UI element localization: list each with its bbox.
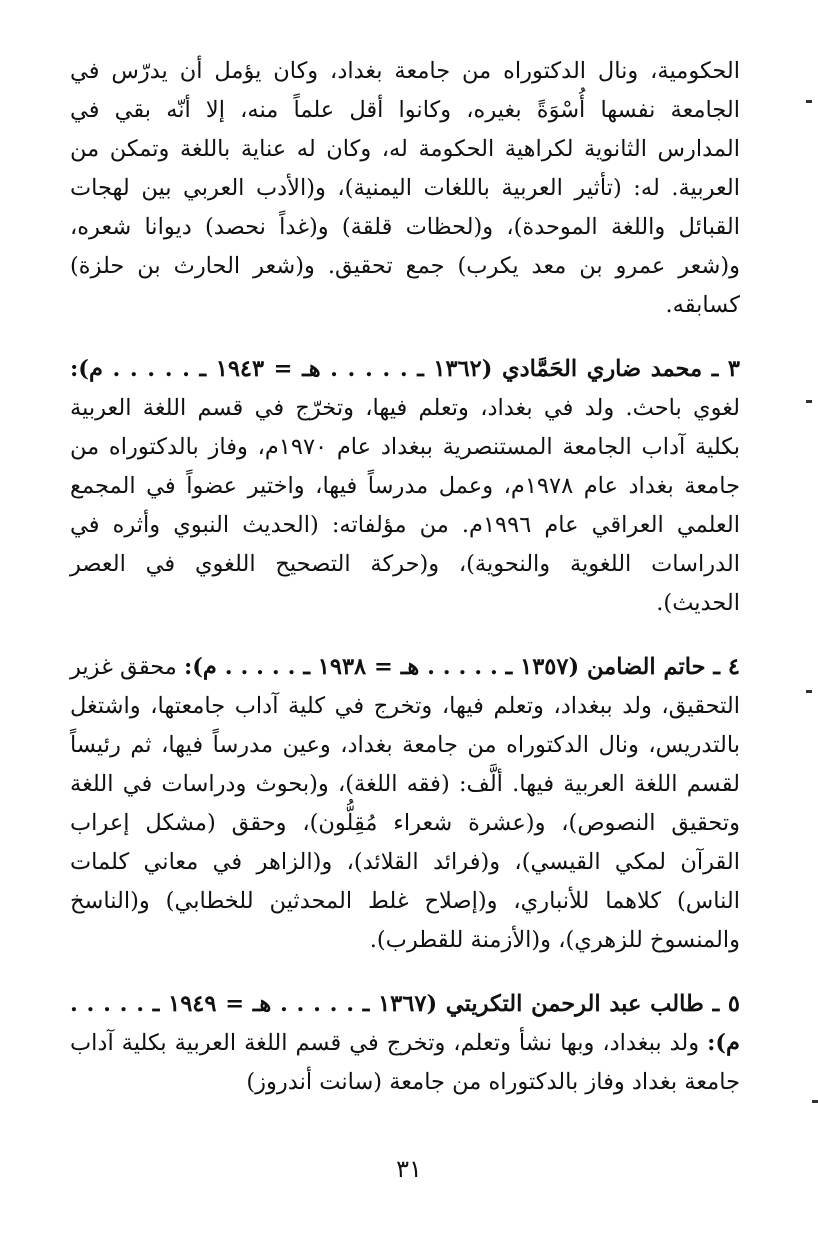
entry-heading: ٤ ـ حاتم الضامن (١٣٥٧ ـ . . . . . هـ = ١٩٣٨ ـ . . . . . م): <box>183 654 740 680</box>
entry-heading: ٣ ـ محمد ضاري الحَمَّادي (١٣٦٢ ـ . . . . . هـ = ١٩٤٣ ـ . . . . . م): <box>70 356 740 382</box>
entry-text: الحكومية، ونال الدكتوراه من جامعة بغداد، وكان يؤمل أن يدرّس في الجامعة نفسها أُسْوَةً بغيره، وكانوا أقل علماً منه، إلا أنّه بقي في المدارس الثانوية لكراهية الحكومة له، وكان له عناية باللغة وتمكن من العربية. له: (تأثير العربية باللغات اليمنية)، و(الأدب العربي بين لهجات القبائل واللغة الموحدة)، و(لحظات قلقة) و(غداً نحصد) ديوانا شعره، و(شعر عمرو بن معد يكرب) جمع تحقيق. و(شعر الحارث بن حلزة) كسابقه. <box>70 58 740 318</box>
margin-mark <box>812 1100 818 1103</box>
page-body <box>70 52 740 1102</box>
paragraph-continuation <box>70 52 740 325</box>
entry-3-paragraph <box>70 350 740 623</box>
entry-5-paragraph <box>70 985 740 1102</box>
margin-mark <box>806 400 812 403</box>
margin-mark <box>806 690 812 693</box>
entry-4-paragraph <box>70 648 740 960</box>
entry-text: ولد ببغداد، وبها نشأ وتعلم، وتخرج في قسم اللغة العربية بكلية آداب جامعة بغداد وفاز بالدكتوراه من جامعة (سانت أندروز) <box>70 1030 740 1095</box>
margin-mark <box>806 100 812 103</box>
page-number: ٣١ <box>396 1155 422 1183</box>
entry-text: محقق غزير التحقيق، ولد ببغداد، وتعلم فيها، وتخرج في كلية آداب جامعتها، واشتغل بالتدريس، ونال الدكتوراه من جامعة بغداد، وعين مدرساً فيها، ثم رئيساً لقسم اللغة العربية فيها. ألَّف: (فقه اللغة)، و(بحوث ودراسات في اللغة وتحقيق النصوص)، و(عشرة شعراء مُقِلُّون)، وحقق (مشكل إعراب القرآن لمكي القيسي)، و(فرائد القلائد)، و(الزاهر في معاني كلمات الناس) كلاهما للأنباري، و(إصلاح غلط المحدثين للخطابي) و(الناسخ والمنسوخ للزهري)، و(الأزمنة للقطرب). <box>70 654 740 953</box>
entry-heading: ٥ ـ طالب عبد الرحمن التكريتي (١٣٦٧ ـ . . . . . هـ = ١٩٤٩ ـ . . . . . م): <box>70 991 740 1056</box>
entry-text: لغوي باحث. ولد في بغداد، وتعلم فيها، وتخرّج في قسم اللغة العربية بكلية آداب الجامعة المستنصرية ببغداد عام ١٩٧٠م، وفاز بالدكتوراه من جامعة بغداد عام ١٩٧٨م، وعمل مدرساً فيها، واختير عضواً في المجمع العلمي العراقي عام ١٩٩٦م. من مؤلفاته: (الحديث النبوي وأثره في الدراسات اللغوية والنحوية)، و(حركة التصحيح اللغوي في العصر الحديث). <box>70 395 741 616</box>
